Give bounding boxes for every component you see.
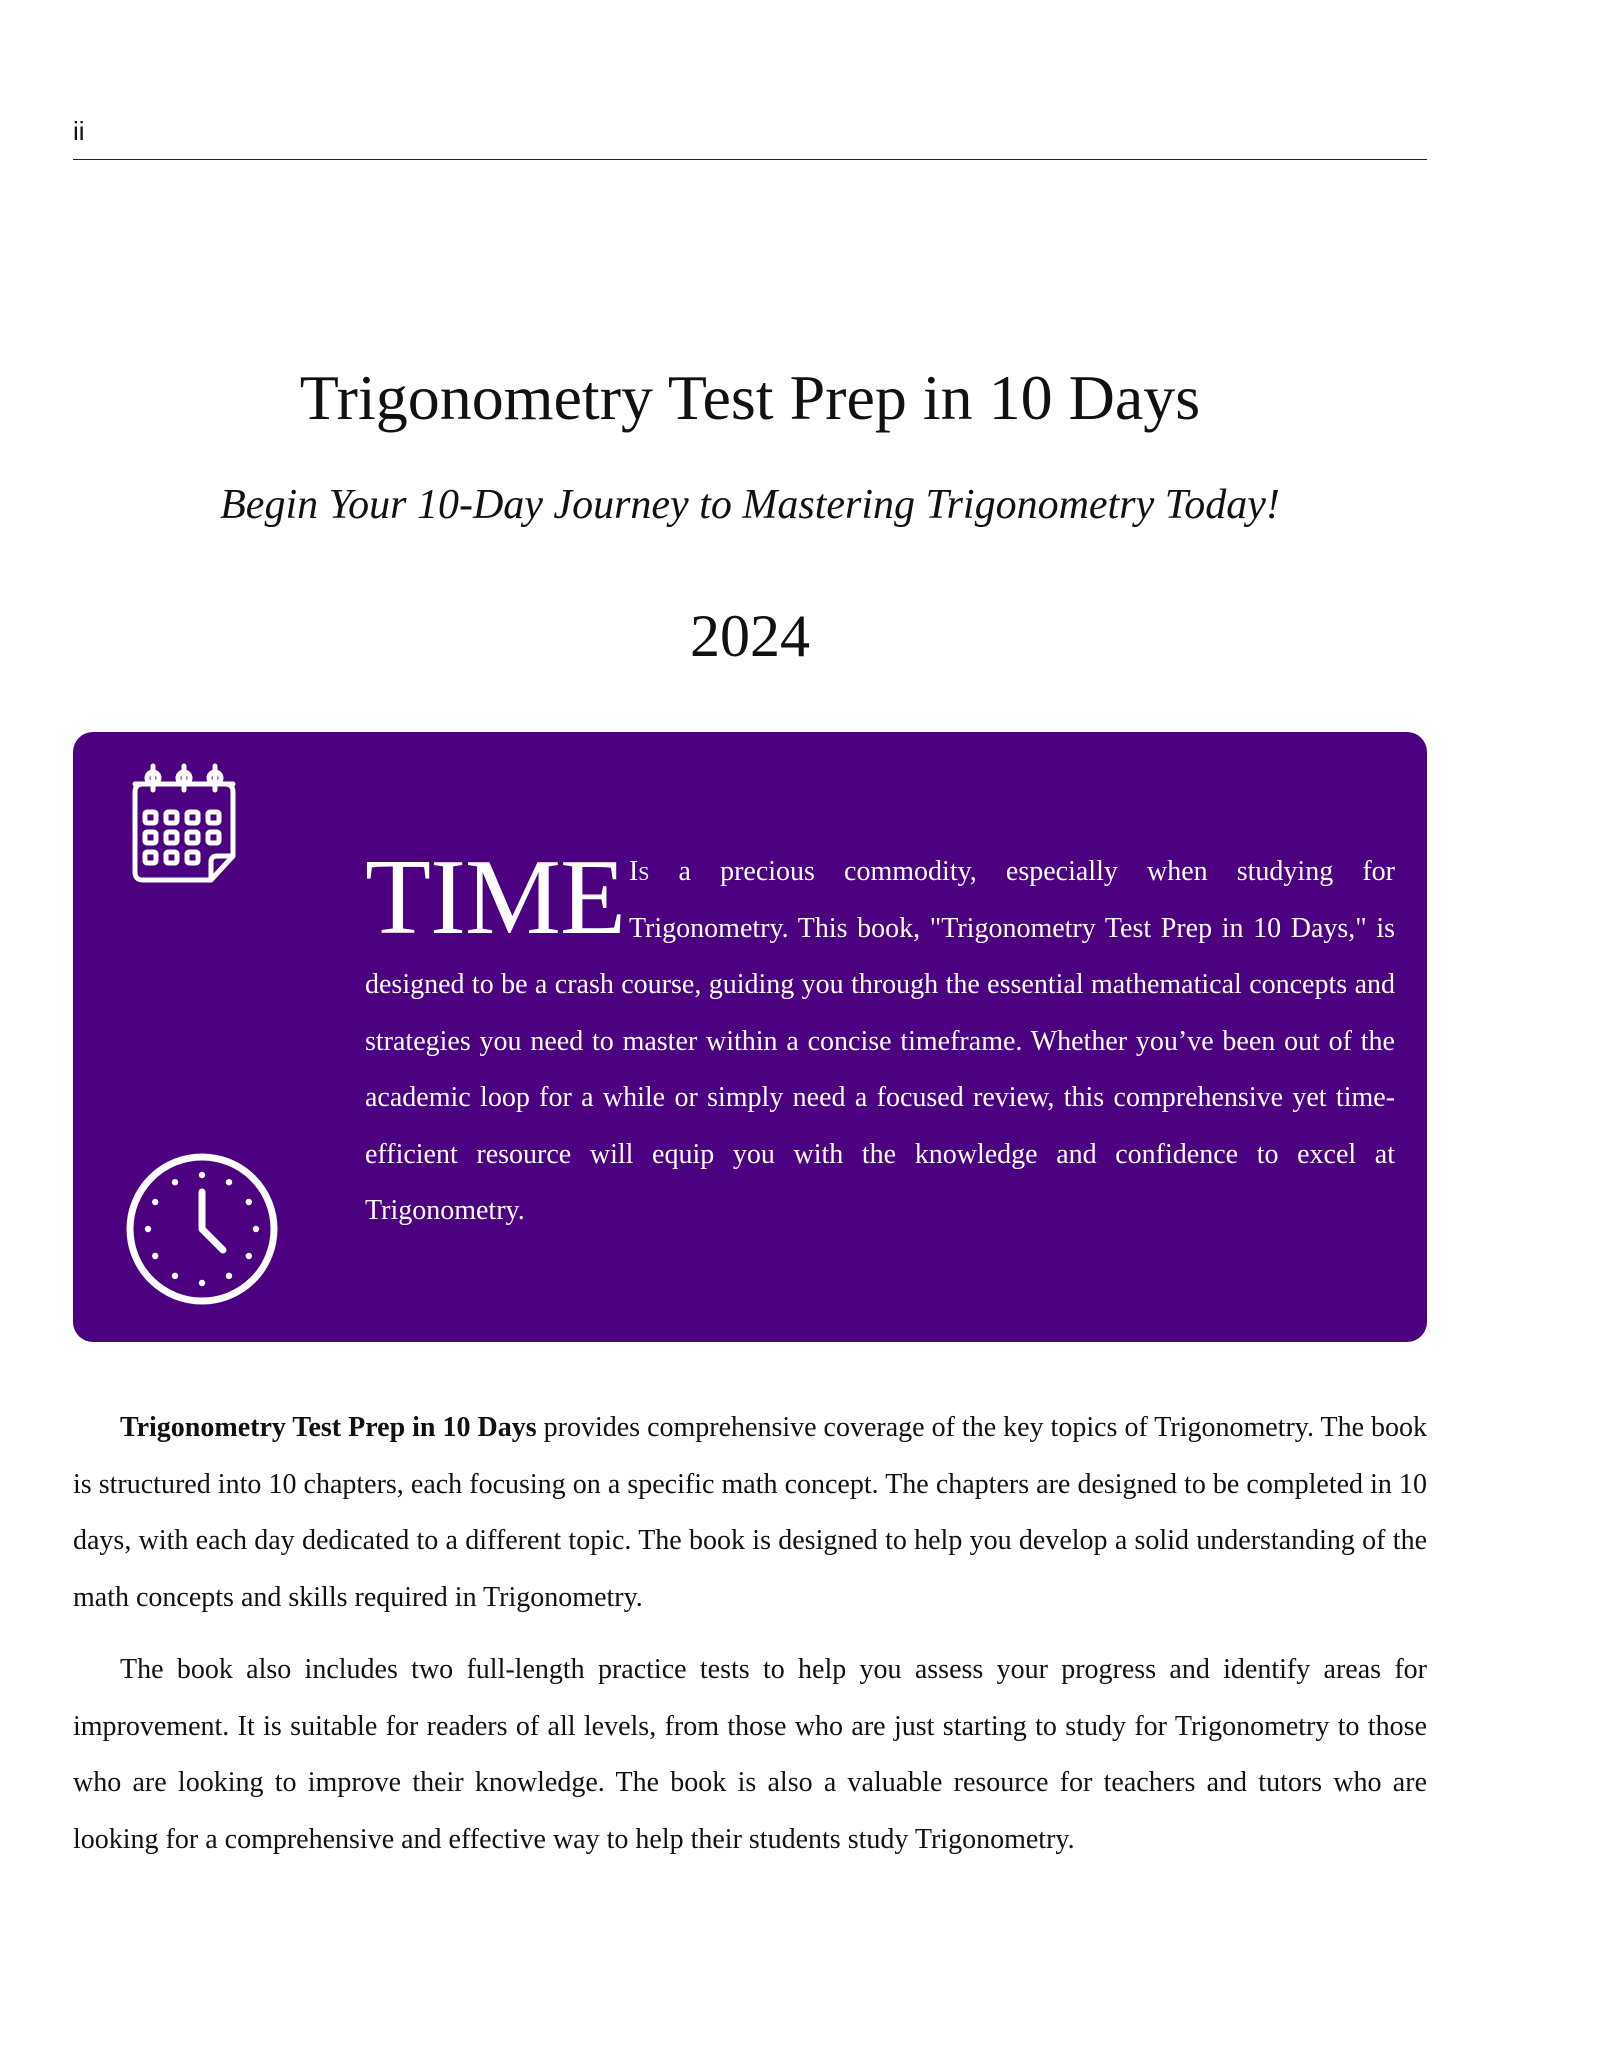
page-number: ii <box>73 116 85 146</box>
clock-icon <box>125 1152 279 1306</box>
intro-body <box>73 1400 1427 1884</box>
intro-paragraph-1 <box>73 1400 1427 1626</box>
book-subtitle: Begin Your 10-Day Journey to Mastering Trigonometry Today! <box>220 482 1280 528</box>
drop-cap-first-word: Is <box>628 856 650 887</box>
book-title: Trigonometry Test Prep in 10 Days <box>299 362 1201 433</box>
time-callout-box <box>73 732 1427 1342</box>
time-callout-text <box>365 838 1395 1240</box>
intro-paragraph-1-text: provides comprehensive coverage of the key topics of Trigonometry. The book is structured into 10 chapters, each focusing on a specific math concept. The chapters are designed to be completed in 10 days, with each day dedicated to a different topic. The book is designed to help you develop a solid understanding of the math concepts and skills required in Trigonometry. <box>73 1412 1428 1613</box>
publication-year: 2024 <box>690 603 810 669</box>
time-callout-paragraph: a precious commodity, especially when studying for Trigonometry. This book, "Trigonometry Test Prep in 10 Days," is designed to be a crash course, guiding you through the essential mathematical concepts and strategies you need to master within a concise timeframe. Whether you’ve been out of the academic loop for a while or simply need a focused review, this comprehensive yet time-efficient resource will equip you with the knowledge and confidence to excel at Trigonometry. <box>365 856 1395 1226</box>
intro-paragraph-2: The book also includes two full-length practice tests to help you assess your progress and identify areas for improvement. It is suitable for readers of all levels, from those who are just starting to study for Trigonometry to those who are looking to improve their knowledge. The book is also a valuable resource for teachers and tutors who are looking for a comprehensive and effective way to help their students study Trigonometry. <box>73 1654 1427 1855</box>
drop-cap: TIME <box>365 838 625 957</box>
header-rule <box>73 159 1427 160</box>
calendar-icon <box>131 762 237 886</box>
book-title-inline: Trigonometry Test Prep in 10 Days <box>120 1412 537 1443</box>
